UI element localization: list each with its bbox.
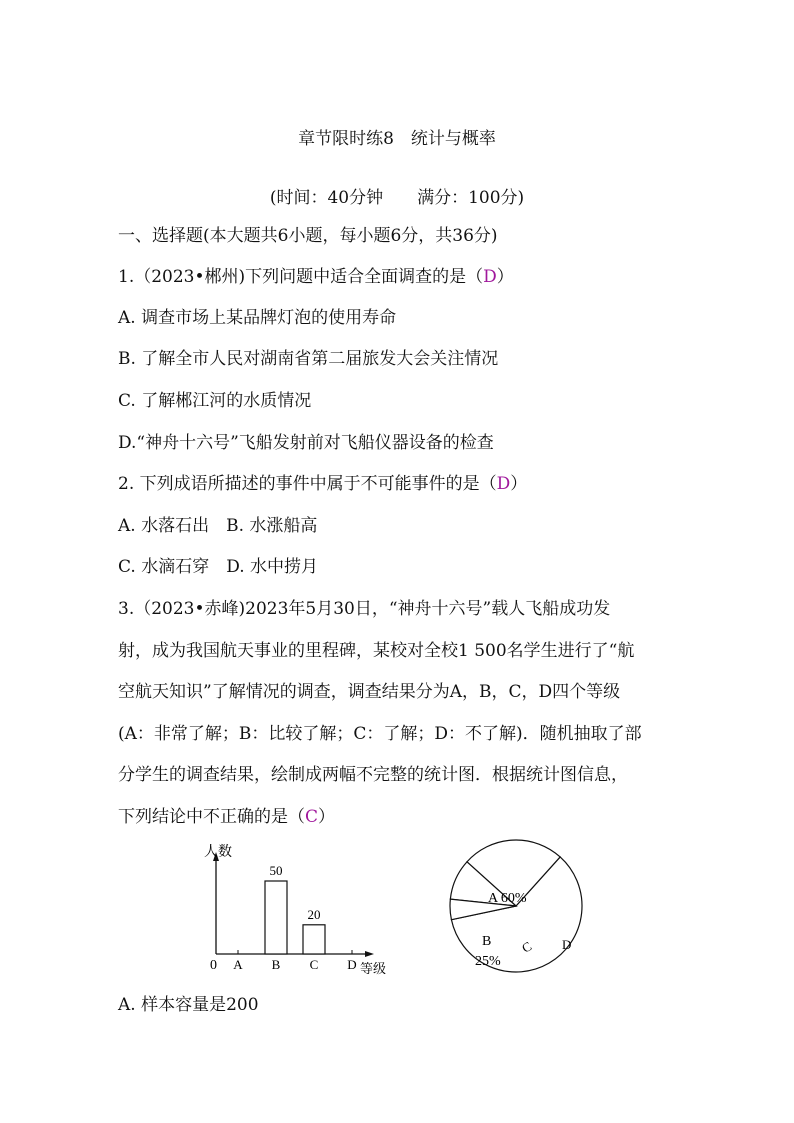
x-axis-arrow — [365, 951, 374, 957]
bar-c — [303, 925, 325, 954]
question-3-option-a: A. 样本容量是200 — [118, 995, 259, 1015]
x-tick-label-b: B — [271, 957, 281, 972]
question-3-line-2: 射，成为我国航天事业的里程碑，某校对全校1 500名学生进行了“航 — [118, 641, 635, 661]
question-3-answer: C — [305, 807, 319, 827]
question-1-option-a: A. 调查市场上某品牌灯泡的使用寿命 — [118, 308, 397, 328]
x-tick-label-c: C — [309, 957, 319, 972]
origin-label: 0 — [210, 958, 217, 973]
question-3-line-3: 空航天知识”了解情况的调查，调查结果分为A，B，C，D四个等级 — [118, 682, 621, 702]
question-2-text: 2. 下列成语所描述的事件中属于不可能事件的是（ — [118, 474, 497, 494]
bar-b — [265, 881, 287, 954]
pie-label-d: D — [562, 937, 572, 952]
x-axis-label: 等级 — [360, 961, 387, 976]
pie-label-a: A 60% — [488, 891, 527, 906]
exam-time-score: (时间：40分钟 满分：100分) — [269, 188, 525, 208]
question-1-option-d: D.“神舟十六号”飞船发射前对飞船仪器设备的检查 — [118, 433, 494, 453]
x-tick-label-a: A — [233, 957, 243, 972]
question-3-line-4: (A：非常了解；B：比较了解；C：了解；D：不了解)．随机抽取了部 — [118, 724, 642, 744]
question-2-answer: D — [496, 474, 511, 494]
pie-label-b: B — [482, 934, 492, 949]
question-3-line-5: 分学生的调查结果，绘制成两幅不完整的统计图．根据统计图信息， — [118, 765, 628, 785]
question-2-close: ） — [510, 474, 528, 494]
pie-chart — [438, 838, 588, 978]
question-1-close: ） — [496, 267, 514, 287]
x-tick-label-d: D — [347, 957, 357, 972]
question-1-option-c: C. 了解郴江河的水质情况 — [118, 391, 312, 411]
question-1-option-b: B. 了解全市人民对湖南省第二届旅发大会关注情况 — [118, 349, 499, 369]
y-axis-label: 人数 — [204, 845, 232, 860]
question-3-line-1: 3.（2023•赤峰)2023年5月30日，“神舟十六号”载人飞船成功发 — [118, 599, 611, 619]
pie-label-b-percent: 25% — [475, 954, 501, 969]
question-1-stem — [118, 266, 514, 288]
bar-value-label-b: 50 — [269, 863, 283, 878]
question-1-text: 1.（2023•郴州)下列问题中适合全面调查的是（ — [118, 267, 484, 287]
bar-chart — [196, 838, 396, 980]
question-2-stem — [118, 473, 527, 495]
question-3-close: ） — [318, 807, 336, 827]
section-heading: 一、选择题(本大题共6小题，每小题6分，共36分) — [118, 226, 498, 246]
question-2-options-row2: C. 水滴石穿 D. 水中捞月 — [118, 557, 319, 577]
question-3-stem-end — [118, 806, 335, 828]
page-title: 章节限时练8 统计与概率 — [298, 129, 496, 149]
question-1-answer: D — [483, 267, 497, 287]
pie-label-c: C — [519, 938, 535, 956]
question-3-text: 下列结论中不正确的是（ — [118, 807, 305, 827]
bar-value-label-c: 20 — [307, 906, 321, 922]
question-2-options-row1: A. 水落石出 B. 水涨船高 — [118, 516, 318, 536]
